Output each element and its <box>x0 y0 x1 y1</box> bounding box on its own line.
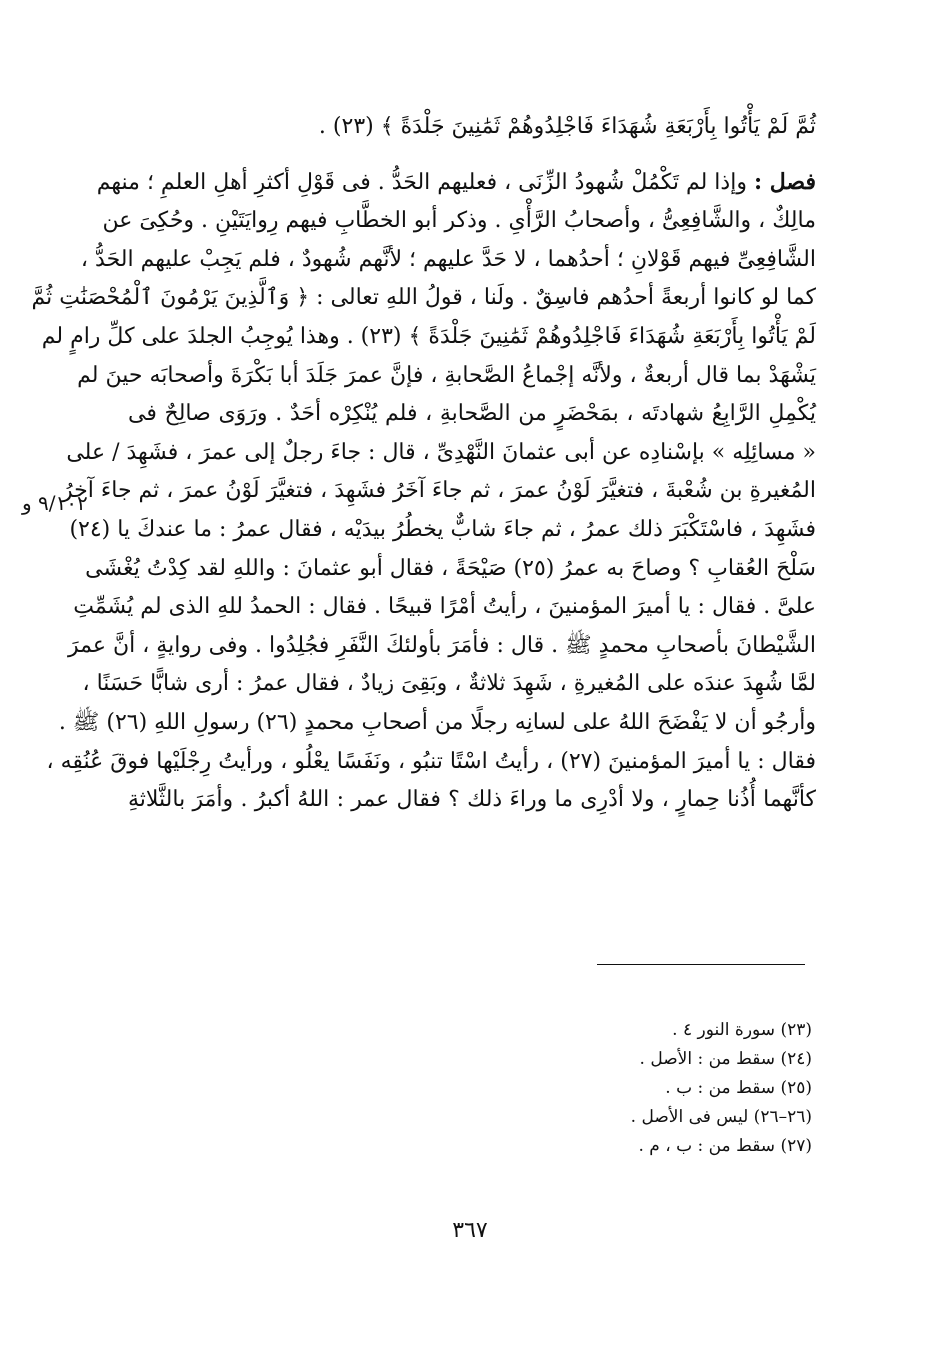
text-line: يَشْهَدْ بما قال أربعةٌ ، ولأنَّه إجْماعُ الصَّحابةِ ، فإنَّ عمرَ جَلَدَ أبا بَكْرَةَ وأصحابَه حينَ لم <box>77 362 816 388</box>
footnote: (٢٤) سقط من : الأصل . <box>639 1049 812 1069</box>
section-label: فصل : <box>753 168 816 195</box>
margin-folio-note: ٩/١٠٢ و <box>22 491 88 515</box>
text-line: يُكْمِلِ الرَّابِعُ شهادتَه ، بمَحْضَرٍ من الصَّحابةِ ، فلم يُنْكِرْه أحَدٌ . ورَوَى صالِحٌ فى <box>128 401 816 427</box>
footnote: (٢٥) سقط من : ب . <box>665 1078 812 1098</box>
text-line: فشَهِدَ ، فاسْتَكْبَرَ ذلك عمرُ ، ثم جاءَ شابٌّ يخطُرُ بيدَيْه ، فقال عمرُ : ما عندكَ يا (٢٤) <box>69 516 816 542</box>
text-line: لَمْ يَأْتُوا بِأَرْبَعَةِ شُهَدَاءَ فَاجْلِدُوهُمْ ثَمَٰنِينَ جَلْدَةً ﴾ (٢٣) . وهذا يُوجِبُ الجلدَ على كلِّ رامٍ لم <box>41 323 816 349</box>
footnotes <box>412 1016 812 1161</box>
text-line: كما لو كانوا أربعةً أحدُهم فاسِقٌ . ولَنا ، قولُ اللهِ تعالى : ﴿ وَٱلَّذِينَ يَرْمُونَ ٱلْمُحْصَنَٰتِ ثُمَّ <box>31 285 816 311</box>
text-line <box>96 163 816 203</box>
text-line: الشَّيْطانَ بأصحابِ محمدٍ ﷺ . قال : فأمَرَ بأولئكَ النَّفَرِ فجُلِدُوا . وفى روايةٍ ، أنَّ عمرَ <box>67 632 816 658</box>
text-line: كأنَّهما أُذُنا حِمارٍ ، ولا أدْرِى ما وراءَ ذلك ؟ فقال عمر : اللهُ أكبرُ . وأمَرَ بالثَّلاثةِ <box>128 787 816 813</box>
page-number: ٣٦٧ <box>452 1218 488 1243</box>
text-line: ثُمَّ لَمْ يَأْتُوا بِأَرْبَعَةِ شُهَدَاءَ فَاجْلِدُوهُمْ ثَمَٰنِينَ جَلْدَةً ﴾ (٢٣) . <box>318 114 816 139</box>
text-line: المُغيرةِ بن شُعْبةَ ، فتغيَّرَ لَوْنُ عمرَ ، ثم جاءَ آخَرُ فشَهِدَ ، فتغيَّرَ لَوْنُ عمرَ ، ثم جاءَ آخرُ <box>62 478 816 504</box>
footnote-divider <box>597 964 805 965</box>
footnote: (٢٦–٢٦) ليس فى الأصل . <box>630 1107 812 1127</box>
text-line: الشَّافِعِىِّ فيهم قَوْلانِ ؛ أحدُهما ، لا حَدَّ عليهم ؛ لأنَّهم شُهودٌ ، فلم يَجِبْ عليهم الحَدُّ ، <box>80 246 816 272</box>
text-line: وأرجُو أن لا يَفْضَحَ اللهُ على لسانِه رجلًا من أصحابِ محمدٍ (٢٦) رسولِ اللهِ (٢٦) ﷺ . <box>58 709 816 735</box>
text-line: فقال : يا أميرَ المؤمنينَ (٢٧) ، رأيتُ اسْتًا تنبُو ، ونَفَسًا يعْلُو ، ورأيتُ رِجْلَيْها فوقَ عُنُقِه ، <box>46 748 816 774</box>
text-line: علىَّ . فقال : يا أميرَ المؤمنينَ ، رأيتُ أمْرًا قبيحًا . فقال : الحمدُ للهِ الذى لم يُشَمِّتِ <box>73 594 816 620</box>
footnote: (٢٧) سقط من : ب ، م . <box>638 1136 812 1156</box>
text-line-content: وإذا لم تَكْمُلْ شُهودُ الزِّنَى ، فعليهم الحَدُّ . فى قَوْلِ أكثرِ أهلِ العلمِ ؛ منهم <box>96 169 747 195</box>
text-line: سَلْحَ العُقابِ ؟ وصاحَ به عمرُ (٢٥) صَيْحَةً ، فقال أبو عثمانَ : واللهِ لقد كِدْتُ يُغْشَى <box>85 555 816 581</box>
text-line: لمَّا شُهِدَ عندَه على المُغيرةِ ، شَهِدَ ثلاثةٌ ، وبَقِىَ زيادٌ ، فقال عمرُ : أرى شابًّا حَسَنًا ، <box>82 671 816 697</box>
text-line: « مسائِلِه » بإسْنادِه عن أبى عثمانَ النَّهْدِىِّ ، قال : جاءَ رجلٌ إلى عمرَ ، فشَهِدَ / على <box>66 439 816 465</box>
text-line: مالِكٌ ، والشَّافِعِىُّ ، وأصحابُ الرَّأْىِ . وذكر أبو الخطَّابِ فيهم رِوايَتَيْنِ . وحُكِىَ عن <box>102 208 816 234</box>
footnote: (٢٣) سورة النور ٤ . <box>672 1020 812 1040</box>
